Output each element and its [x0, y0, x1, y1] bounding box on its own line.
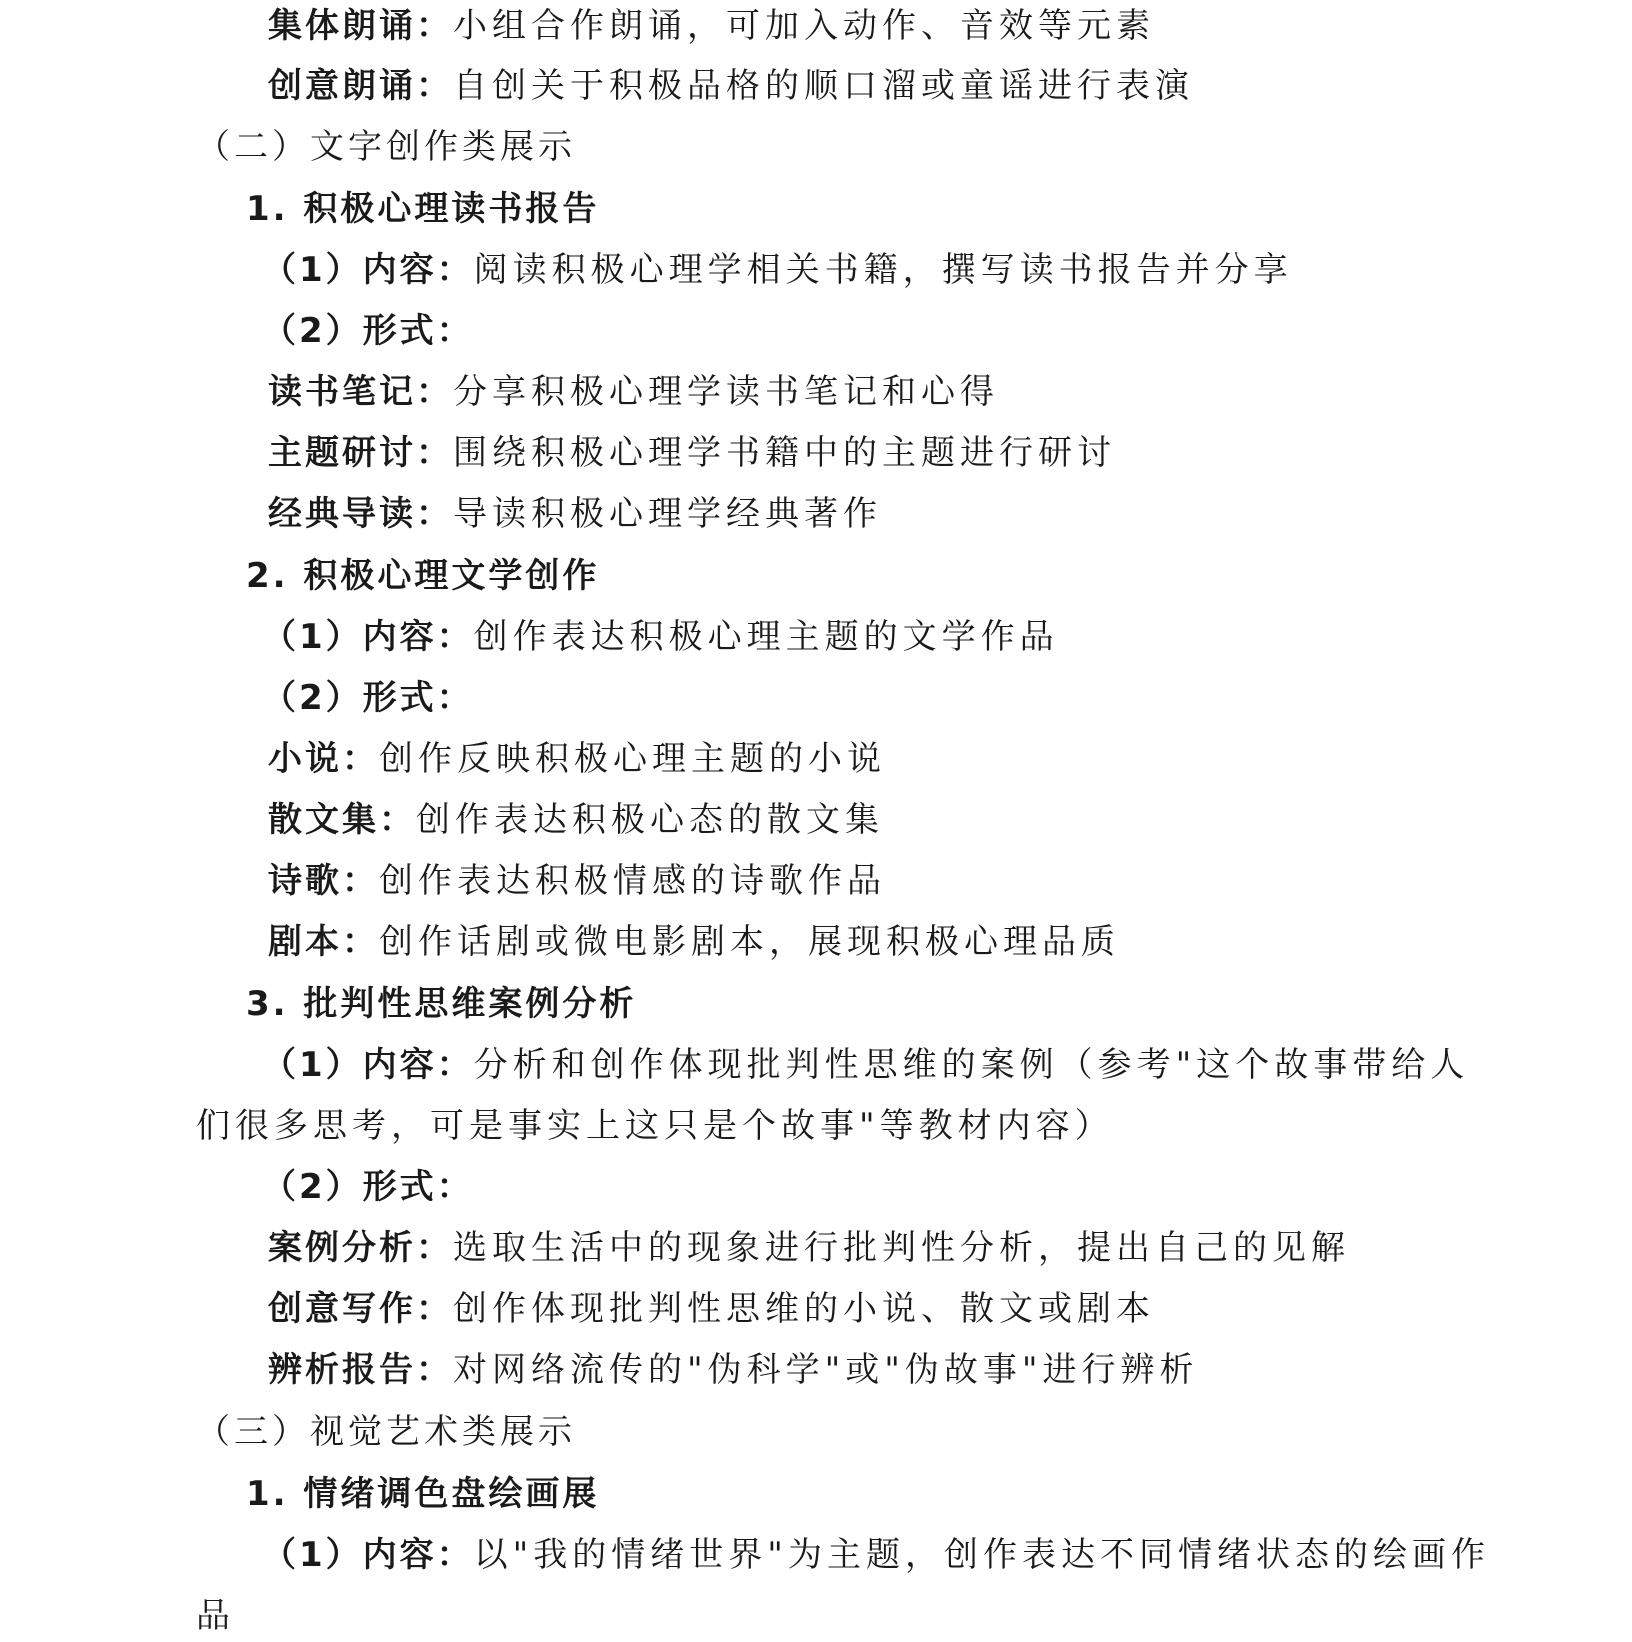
subsection-heading: 2. 积极心理文学创作: [246, 556, 600, 596]
paragraph-line: [262, 250, 1293, 290]
paragraph-line: [268, 6, 1155, 46]
label: 辨析报告：: [268, 1350, 453, 1390]
paragraph-line: [196, 1106, 1114, 1146]
paragraph-line: [196, 1596, 235, 1636]
paragraph-line: [268, 861, 886, 901]
paragraph-line: [262, 311, 474, 351]
paragraph-line: [262, 1167, 474, 1207]
text: 创作反映积极心理主题的小说: [379, 739, 886, 779]
section-heading: （三）视觉艺术类展示: [196, 1412, 576, 1452]
text: 分析和创作体现批判性思维的案例（参考"这个故事带给人: [473, 1045, 1470, 1085]
text: 自创关于积极品格的顺口溜或童谣进行表演: [453, 66, 1194, 106]
paragraph-line: [262, 678, 474, 718]
paragraph-line: [268, 66, 1194, 106]
text: 品: [196, 1596, 235, 1636]
subsection-heading: 1. 积极心理读书报告: [246, 189, 600, 229]
paragraph-line: [268, 1350, 1199, 1390]
subsection-heading: 3. 批判性思维案例分析: [246, 984, 637, 1024]
section-heading: （二）文字创作类展示: [196, 127, 576, 167]
label: （2）形式：: [262, 311, 474, 351]
paragraph-line: [262, 1045, 1469, 1085]
text: 对网络流传的"伪科学"或"伪故事"进行辨析: [453, 1350, 1199, 1390]
label: 小说：: [268, 739, 379, 779]
text: 分享积极心理学读书笔记和心得: [453, 372, 999, 412]
text: 小组合作朗诵，可加入动作、音效等元素: [453, 6, 1155, 46]
paragraph-line: [268, 372, 999, 412]
label: （2）形式：: [262, 1167, 474, 1207]
label: 经典导读：: [268, 494, 453, 534]
paragraph-line: [262, 617, 1059, 657]
text: 创作体现批判性思维的小说、散文或剧本: [453, 1289, 1155, 1329]
paragraph-line: [268, 1289, 1155, 1329]
paragraph-line: [268, 1228, 1350, 1268]
subsection-heading: 1. 情绪调色盘绘画展: [246, 1474, 600, 1514]
text: 创作话剧或微电影剧本，展现积极心理品质: [379, 922, 1120, 962]
text: 们很多思考，可是事实上这只是个故事"等教材内容）: [196, 1106, 1114, 1146]
label: 主题研讨：: [268, 433, 453, 473]
text: 围绕积极心理学书籍中的主题进行研讨: [453, 433, 1116, 473]
text: 创作表达积极情感的诗歌作品: [379, 861, 886, 901]
label: 剧本：: [268, 922, 379, 962]
label: 散文集：: [268, 800, 416, 840]
text: 创作表达积极心态的散文集: [416, 800, 884, 840]
paragraph-line: [268, 800, 884, 840]
label: 创意写作：: [268, 1289, 453, 1329]
paragraph-line: [268, 433, 1116, 473]
text: 阅读积极心理学相关书籍，撰写读书报告并分享: [473, 250, 1293, 290]
label: （1）内容：: [262, 1535, 474, 1575]
label: 创意朗诵：: [268, 66, 453, 106]
text: 创作表达积极心理主题的文学作品: [473, 617, 1059, 657]
label: （1）内容：: [262, 1045, 474, 1085]
label: （1）内容：: [262, 250, 474, 290]
paragraph-line: [268, 739, 886, 779]
label: 案例分析：: [268, 1228, 453, 1268]
label: （1）内容：: [262, 617, 474, 657]
label: 诗歌：: [268, 861, 379, 901]
label: 集体朗诵：: [268, 6, 453, 46]
text: 导读积极心理学经典著作: [453, 494, 882, 534]
label: 读书笔记：: [268, 372, 453, 412]
text: 以"我的情绪世界"为主题，创作表达不同情绪状态的绘画作: [473, 1535, 1490, 1575]
label: （2）形式：: [262, 678, 474, 718]
text: 选取生活中的现象进行批判性分析，提出自己的见解: [453, 1228, 1350, 1268]
paragraph-line: [268, 922, 1120, 962]
paragraph-line: [268, 494, 882, 534]
paragraph-line: [262, 1535, 1490, 1575]
